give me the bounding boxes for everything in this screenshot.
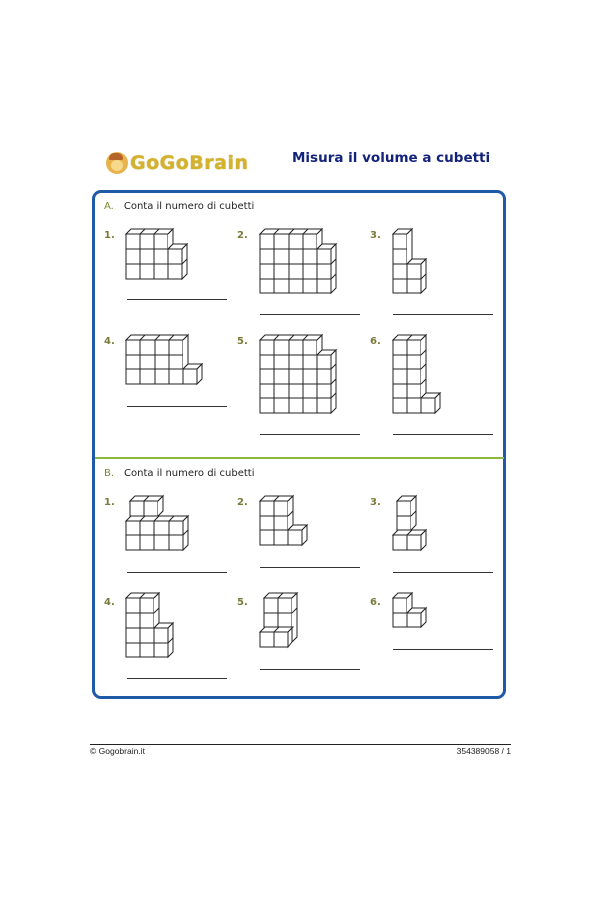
footer-copyright: © Gogobrain.it: [90, 746, 145, 756]
b4-answer-line[interactable]: [127, 678, 227, 679]
footer-rule: [90, 744, 511, 745]
a1-answer-line[interactable]: [127, 299, 227, 300]
a2-cube-figure: [260, 229, 340, 294]
a4-cube-figure: [126, 335, 211, 385]
b5-label: 5.: [237, 597, 248, 608]
b2-answer-line[interactable]: [260, 567, 360, 568]
b6-cube-figure: [393, 593, 433, 628]
a3-label: 3.: [370, 230, 381, 241]
a4-answer-line[interactable]: [127, 406, 227, 407]
b3-answer-line[interactable]: [393, 572, 493, 573]
section-a-heading: [104, 201, 254, 212]
a3-answer-line[interactable]: [393, 314, 493, 315]
page-title: Misura il volume a cubetti: [292, 150, 491, 166]
section-a-letter: A.: [104, 201, 114, 212]
b6-label: 6.: [370, 597, 381, 608]
a2-answer-line[interactable]: [260, 314, 360, 315]
b6-answer-line[interactable]: [393, 649, 493, 650]
b4-cube-figure: [126, 593, 181, 658]
b5-answer-line[interactable]: [260, 669, 360, 670]
b1-answer-line[interactable]: [127, 572, 227, 573]
footer-page-id: 354389058 / 1: [456, 746, 511, 756]
section-b-letter: B.: [104, 468, 115, 479]
gogobrain-logo: [106, 150, 249, 176]
b5-cube-figure: [260, 593, 305, 648]
a5-cube-figure: [260, 335, 340, 415]
logo-text: GoGoBrain: [130, 152, 249, 174]
b2-label: 2.: [237, 497, 248, 508]
kids-mascot-icon: [106, 152, 128, 174]
a2-label: 2.: [237, 230, 248, 241]
section-divider: [95, 457, 504, 459]
b3-cube-figure: [393, 496, 433, 551]
a6-cube-figure: [393, 335, 448, 415]
section-b-heading: [104, 468, 254, 479]
b1-label: 1.: [104, 497, 115, 508]
b2-cube-figure: [260, 496, 315, 546]
b3-label: 3.: [370, 497, 381, 508]
b1-cube-figure: [126, 496, 201, 551]
section-a-instruction: Conta il numero di cubetti: [123, 201, 255, 212]
a3-cube-figure: [393, 229, 433, 294]
a1-cube-figure: [126, 229, 196, 279]
a5-answer-line[interactable]: [260, 434, 360, 435]
b4-label: 4.: [104, 597, 115, 608]
a1-label: 1.: [104, 230, 115, 241]
a6-label: 6.: [370, 336, 381, 347]
a4-label: 4.: [104, 336, 115, 347]
a5-label: 5.: [237, 336, 248, 347]
section-b-instruction: Conta il numero di cubetti: [124, 468, 255, 479]
a6-answer-line[interactable]: [393, 434, 493, 435]
